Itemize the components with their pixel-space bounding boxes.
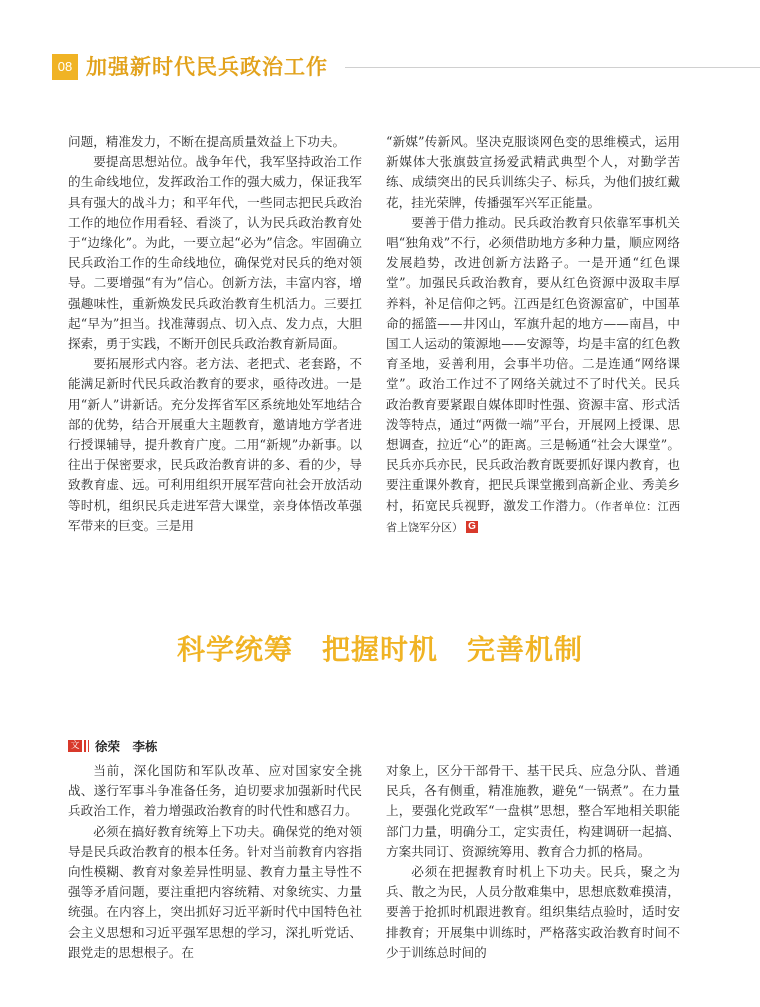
- paragraph: 当前，深化国防和军队改革、应对国家安全挑战、遂行军事斗争准备任务，迫切要求加强新时代民兵政治工作，着力增强政治教育的时代性和感召力。: [68, 763, 362, 819]
- paragraph: 必须在把握教育时机上下功夫。民兵，聚之为兵、散之为民，人员分散难集中，思想底数难摸清，要善于抢抓时机跟进教育。组织集结点验时，适时安排教育；开展集中训练时，严格落实政治教育时间不少于训练总时间的: [386, 864, 680, 960]
- paragraph: 问题，精准发力，不断在提高质量效益上下功夫。: [68, 134, 346, 149]
- author-note: （作者单位：江西省上饶军分区）: [386, 499, 681, 534]
- page-number: 08: [52, 54, 78, 80]
- byline: [68, 738, 158, 754]
- paragraph-text: 要善于借力推动。民兵政治教育只依靠军事机关唱“独角戏”不行，必须借助地方多种力量，顺应网络发展趋势，改进创新方法路子。一是开通“红色课堂”。加强民兵政治教育，要从红色资源中汲取丰厚养料，补足信仰之钙。江西是红色资源富矿，中国革命的摇篮——井冈山，军旗升起的地方——南昌，中国工人运动的策源地——安源等，均是丰富的红色教育圣地，妥善利用，会事半功倍。二是连通“网络课堂”。政治工作过不了网络关就过不了时代关。民兵政治教育要紧跟自媒体即时性强、资源丰富、形式活泼等特点，通过“两微一端”平台，开展网上授课、思想调查，拉近“心”的距离。三是畅通“社会大课堂”。民兵亦兵亦民，民兵政治教育既要抓好课内教育，也要注重课外教育，把民兵课堂搬到高新企业、秀美乡村，拓宽民兵视野，激发工作潜力。: [386, 214, 680, 513]
- paragraph: 必须在搞好教育统筹上下功夫。确保党的绝对领导是民兵政治教育的根本任务。针对当前教育内容指向性模糊、教育对象差异性明显、教育力量主导性不强等矛盾问题，要注重把内容统精、对象统实、力量统强。在内容上，突出抓好习近平新时代中国特色社会主义思想和习近平强军思想的学习，深扎听党话、跟党走的思想根子。在: [68, 823, 362, 960]
- article2-left-column: [68, 761, 362, 963]
- paragraph: 要拓展形式内容。老方法、老把式、老套路，不能满足新时代民兵政治教育的要求，亟待改进。一是用“新人”讲新话。充分发挥省军区系统地处军地结合部的优势，结合开展重大主题教育，邀请地方学者进行授课辅导，提升教育广度。二用“新规”办新事。以往出于保密要求，民兵政治教育讲的多、看的少，导致教育虚、远。可利用组织开展军营向社会开放活动等时机，组织民兵走进军营大课堂，亲身体悟改革强军带来的巨变。三是用: [68, 356, 362, 533]
- paragraph: [386, 213, 680, 538]
- article-title: 科学统筹 把握时机 完善机制: [176, 633, 583, 666]
- paragraph: “新媒”传新风。坚决克服谈网色变的思维模式，运用新媒体大张旗鼓宣扬爱武精武典型个人，对勤学苦练、成绩突出的民兵训练尖子、标兵，为他们披红戴花，挂光荣牌，传播强军兴军正能量。: [386, 134, 680, 210]
- section-title: 加强新时代民兵政治工作: [86, 55, 328, 79]
- byline-separator: [88, 740, 89, 752]
- header-divider: [345, 67, 760, 68]
- end-mark-icon: G: [466, 521, 478, 533]
- paragraph: 要提高思想站位。战争年代，我军坚持政治工作的生命线地位，发挥政治工作的强大威力，保证我军具有强大的战斗力；和平年代，一些同志把民兵政治工作的地位作用看轻、看淡了，认为民兵政治教育处于“边缘化”。为此，一要立起“必为”信念。牢固确立民兵政治工作的生命线地位，确保党对民兵的绝对领导。二要增强“有为”信心。创新方法，丰富内容，增强趣味性，重新焕发民兵政治教育生机活力。三要扛起“早为”担当。找准薄弱点、切入点、发力点，大胆探索，勇于实践，不断开创民兵政治教育新局面。: [68, 154, 362, 352]
- page-header: [0, 52, 760, 84]
- byline-separator: [84, 740, 86, 752]
- byline-authors: 徐荣 李栋: [95, 739, 158, 754]
- article1-right-column: [386, 132, 680, 538]
- article2-right-column: [386, 761, 680, 963]
- article1-left-column: [68, 132, 362, 536]
- paragraph: 对象上，区分干部骨干、基干民兵、应急分队、普通民兵，各有侧重，精准施教，避免“一锅煮”。在力量上，要强化党政军“一盘棋”思想，整合军地相关职能部门力量，明确分工，定实责任，构建调研一起搞、方案共同订、资源统筹用、教育合力抓的格局。: [386, 763, 680, 859]
- byline-icon: 文: [68, 740, 82, 752]
